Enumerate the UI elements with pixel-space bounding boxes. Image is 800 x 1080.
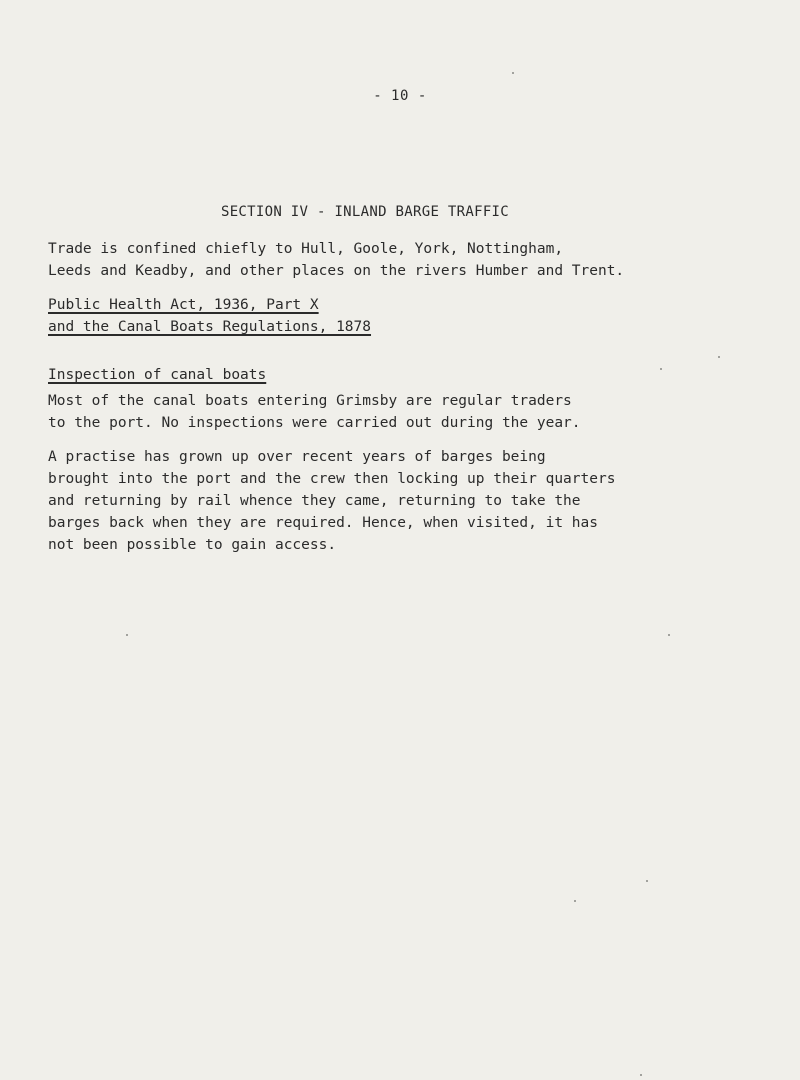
inspection-para2-line-5: not been possible to gain access. bbox=[48, 537, 337, 553]
paper-speck bbox=[646, 880, 648, 882]
act-heading-line-1: Public Health Act, 1936, Part X bbox=[48, 297, 319, 313]
paper-speck bbox=[718, 356, 720, 358]
paper-speck bbox=[512, 72, 514, 74]
inspection-para2-line-4: barges back when they are required. Hence, when visited, it has bbox=[48, 515, 598, 531]
inspection-para2-line-1: A practise has grown up over recent years of barges being bbox=[48, 449, 546, 465]
inspection-para1-line-1: Most of the canal boats entering Grimsby are regular traders bbox=[48, 393, 572, 409]
paper-speck bbox=[126, 634, 128, 636]
paper-speck bbox=[660, 368, 662, 370]
inspection-para2-line-2: brought into the port and the crew then locking up their quarters bbox=[48, 471, 616, 487]
act-heading-line-2: and the Canal Boats Regulations, 1878 bbox=[48, 319, 372, 335]
intro-line-2: Leeds and Keadby, and other places on the rivers Humber and Trent. bbox=[48, 263, 625, 279]
paper-speck bbox=[668, 634, 670, 636]
intro-line-1: Trade is confined chiefly to Hull, Goole, York, Nottingham, bbox=[48, 241, 564, 257]
inspection-para1-line-2: to the port. No inspections were carried out during the year. bbox=[48, 415, 581, 431]
inspection-heading: Inspection of canal boats bbox=[48, 367, 267, 383]
page-number: - 10 - bbox=[373, 88, 427, 104]
section-heading: SECTION IV - INLAND BARGE TRAFFIC bbox=[220, 204, 510, 220]
inspection-para2-line-3: and returning by rail whence they came, returning to take the bbox=[48, 493, 581, 509]
paper-speck bbox=[574, 900, 576, 902]
paper-speck bbox=[640, 1074, 642, 1076]
